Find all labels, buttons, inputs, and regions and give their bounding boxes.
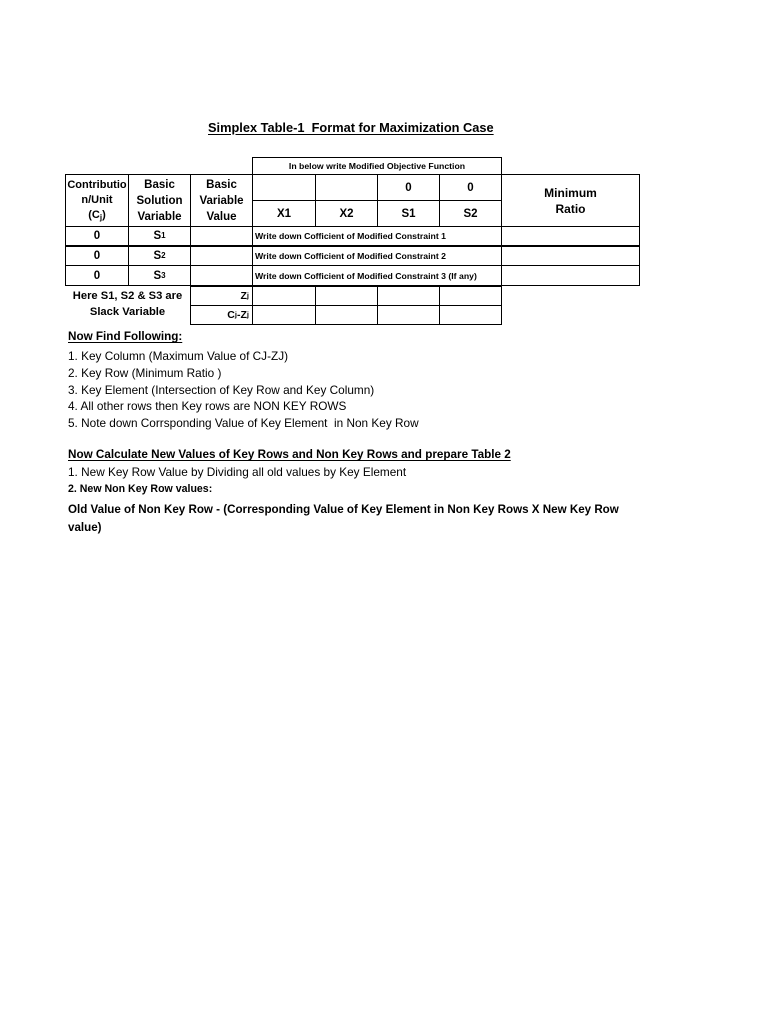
header-contribution-per-unit xyxy=(65,174,129,227)
cj-zj-x1-cell xyxy=(252,305,316,325)
list-item: 2. Key Row (Minimum Ratio ) xyxy=(68,365,222,380)
header-line: Variable xyxy=(137,210,182,223)
header-x1-objective-coefficient xyxy=(252,174,316,201)
row-s3-contribution: 0 xyxy=(65,265,129,286)
header-x2-objective-coefficient xyxy=(315,174,378,201)
header-line: Variable xyxy=(199,194,244,207)
header-minimum-ratio xyxy=(501,174,640,227)
list-item: 5. Note down Corrsponding Value of Key Element in Non Key Row xyxy=(68,416,419,430)
header-line: Value xyxy=(206,210,237,223)
calc-step-2: 2. New Non Key Row values: xyxy=(68,483,213,495)
zj-s2-cell xyxy=(439,285,502,306)
header-basic-variable-value xyxy=(190,174,253,227)
row-s1-basis: S 1 xyxy=(128,226,191,246)
zj-s1-cell xyxy=(377,285,440,306)
list-item: 4. All other rows then Key rows are NON KEY ROWS xyxy=(68,399,347,414)
row-s1-contribution: 0 xyxy=(65,226,129,246)
row-s2-value xyxy=(190,245,253,266)
header-basic-solution-variable xyxy=(128,174,191,227)
header-line: Basic xyxy=(144,178,175,191)
formula-line: value) xyxy=(68,521,102,534)
formula-line: Old Value of Non Key Row - (Corresponding Value of Key Element in Non Key Rows X New Key Row xyxy=(68,503,619,516)
row-s3-minimum-ratio xyxy=(501,265,640,286)
slack-note-line: Here S1, S2 & S3 are xyxy=(72,290,183,302)
non-key-row-formula xyxy=(68,501,619,537)
objective-function-header: In below write Modified Objective Function xyxy=(252,157,502,175)
cj-minus-zj-label: C j -Z j xyxy=(190,305,253,325)
calc-step-1: 1. New Key Row Value by Dividing all old values by Key Element xyxy=(68,465,407,479)
zj-label: Z j xyxy=(190,285,253,306)
zj-x2-cell xyxy=(315,285,378,306)
list-item: 1. Key Column (Maximum Value of CJ-ZJ) xyxy=(68,349,289,363)
row-s2-contribution: 0 xyxy=(65,245,129,266)
slack-variable-note xyxy=(65,288,190,320)
row-s1-minimum-ratio xyxy=(501,226,640,246)
header-line: Ratio xyxy=(555,201,586,216)
row-s2-basis: S 2 xyxy=(128,245,191,266)
header-line: Minimum xyxy=(544,185,597,200)
header-contribution-line: n/Unit xyxy=(81,194,113,206)
header-variable-x2: X2 xyxy=(315,200,378,227)
calculate-heading: Now Calculate New Values of Key Rows and Non Key Rows and prepare Table 2 xyxy=(68,448,511,461)
header-s2-objective-coefficient: 0 xyxy=(439,174,502,201)
header-contribution-line: Contributio xyxy=(67,179,127,191)
header-variable-s1: S1 xyxy=(377,200,440,227)
list-item: 3. Key Element (Intersection of Key Row and Key Column) xyxy=(68,382,375,397)
cj-zj-s2-cell xyxy=(439,305,502,325)
page-title: Simplex Table-1 Format for Maximization Case xyxy=(208,120,494,135)
slack-note-line: Slack Variable xyxy=(89,306,166,318)
row-s2-coefficients: Write down Cofficient of Modified Constraint 2 xyxy=(252,245,502,266)
find-following-heading: Now Find Following: xyxy=(68,330,183,343)
cj-zj-s1-cell xyxy=(377,305,440,325)
header-s1-objective-coefficient: 0 xyxy=(377,174,440,201)
row-s3-coefficients: Write down Cofficient of Modified Constraint 3 (If any) xyxy=(252,265,502,286)
row-s1-coefficients: Write down Cofficient of Modified Constraint 1 xyxy=(252,226,502,246)
cj-zj-x2-cell xyxy=(315,305,378,325)
row-s3-basis: S 3 xyxy=(128,265,191,286)
row-s3-value xyxy=(190,265,253,286)
header-line: Solution xyxy=(136,194,183,207)
find-steps-list xyxy=(68,348,419,432)
header-variable-s2: S2 xyxy=(439,200,502,227)
row-s2-minimum-ratio xyxy=(501,245,640,266)
header-contribution-symbol: $(C_j)$ xyxy=(88,209,106,222)
row-s1-value xyxy=(190,226,253,246)
header-line: Basic xyxy=(206,178,237,191)
header-variable-x1: X1 xyxy=(252,200,316,227)
zj-x1-cell xyxy=(252,285,316,306)
